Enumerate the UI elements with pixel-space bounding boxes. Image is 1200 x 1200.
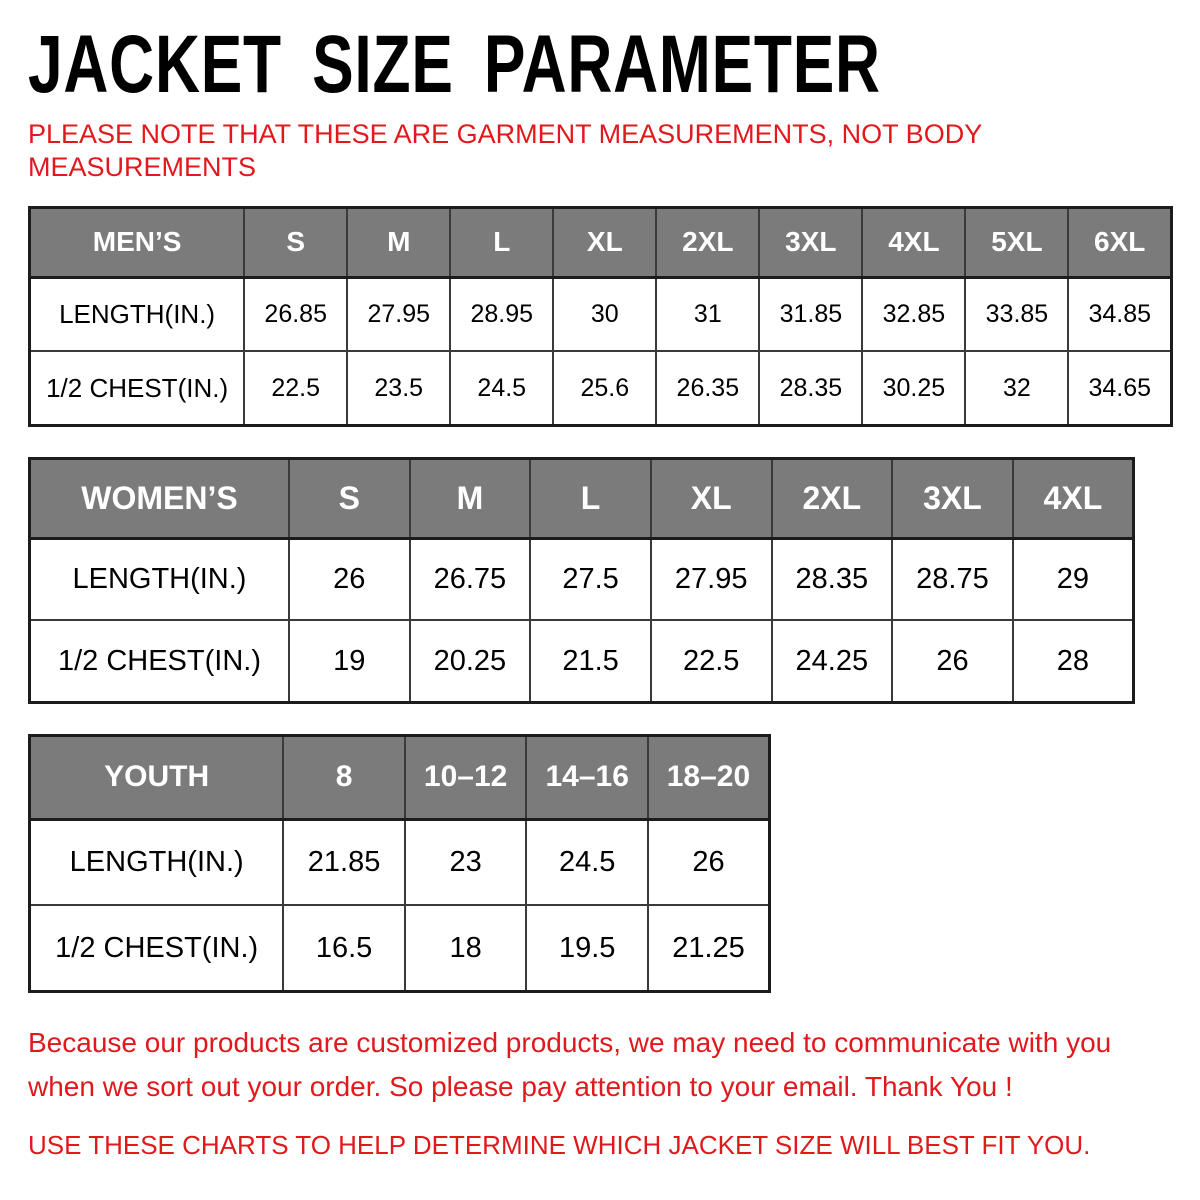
order-note-line-1: Because our products are customized products, we may need to communicate with you bbox=[28, 1026, 1112, 1058]
mens-table-title: MEN’S bbox=[30, 207, 245, 277]
size-value-cell: 16.5 bbox=[283, 905, 405, 991]
womens-size-column-header: L bbox=[530, 458, 651, 538]
size-value-cell: 34.65 bbox=[1068, 351, 1171, 425]
mens-size-column-header: M bbox=[347, 207, 450, 277]
youth-size-column-header: 14–16 bbox=[526, 735, 648, 819]
size-value-cell: 31 bbox=[656, 277, 759, 351]
size-value-cell: 21.5 bbox=[530, 620, 651, 702]
size-value-cell: 24.5 bbox=[526, 819, 648, 905]
size-value-cell: 22.5 bbox=[244, 351, 347, 425]
mens-size-column-header: 5XL bbox=[965, 207, 1068, 277]
size-value-cell: 22.5 bbox=[651, 620, 772, 702]
womens-size-table-section bbox=[28, 457, 1172, 704]
youth-table-title: YOUTH bbox=[30, 735, 284, 819]
size-value-cell: 21.25 bbox=[648, 905, 770, 991]
womens-size-column-header: M bbox=[410, 458, 531, 538]
measurement-row-label: LENGTH(IN.) bbox=[30, 819, 284, 905]
size-value-cell: 29 bbox=[1013, 538, 1134, 620]
size-value-cell: 26 bbox=[648, 819, 770, 905]
womens-size-column-header: 3XL bbox=[892, 458, 1013, 538]
garment-note-line-1: PLEASE NOTE THAT THESE ARE GARMENT MEASUREMENTS, NOT BODY bbox=[28, 118, 983, 149]
garment-note-line-2: MEASUREMENTS bbox=[28, 151, 257, 182]
mens-size-table-section bbox=[28, 206, 1172, 427]
mens-size-column-header: L bbox=[450, 207, 553, 277]
size-value-cell: 18 bbox=[405, 905, 527, 991]
size-value-cell: 28.75 bbox=[892, 538, 1013, 620]
mens-size-column-header: 6XL bbox=[1068, 207, 1171, 277]
size-value-cell: 26 bbox=[892, 620, 1013, 702]
womens-size-column-header: S bbox=[289, 458, 410, 538]
womens-size-column-header: 4XL bbox=[1013, 458, 1134, 538]
size-value-cell: 23.5 bbox=[347, 351, 450, 425]
womens-size-column-header: 2XL bbox=[772, 458, 893, 538]
size-value-cell: 32.85 bbox=[862, 277, 965, 351]
size-value-cell: 21.85 bbox=[283, 819, 405, 905]
size-value-cell: 19 bbox=[289, 620, 410, 702]
womens-table-title: WOMEN’S bbox=[30, 458, 289, 538]
page-title: JACKET SIZE PARAMETER bbox=[28, 19, 881, 110]
size-value-cell: 30.25 bbox=[862, 351, 965, 425]
mens-size-column-header: XL bbox=[553, 207, 656, 277]
size-value-cell: 24.25 bbox=[772, 620, 893, 702]
measurement-row-label: 1/2 CHEST(IN.) bbox=[30, 620, 289, 702]
size-value-cell: 23 bbox=[405, 819, 527, 905]
size-value-cell: 26.75 bbox=[410, 538, 531, 620]
size-value-cell: 27.5 bbox=[530, 538, 651, 620]
womens-size-column-header: XL bbox=[651, 458, 772, 538]
youth-size-column-header: 8 bbox=[283, 735, 405, 819]
size-value-cell: 26.85 bbox=[244, 277, 347, 351]
mens-size-column-header: S bbox=[244, 207, 347, 277]
size-value-cell: 28.95 bbox=[450, 277, 553, 351]
size-value-cell: 27.95 bbox=[347, 277, 450, 351]
size-value-cell: 25.6 bbox=[553, 351, 656, 425]
size-value-cell: 26 bbox=[289, 538, 410, 620]
mens-size-column-header: 3XL bbox=[759, 207, 862, 277]
size-value-cell: 31.85 bbox=[759, 277, 862, 351]
size-value-cell: 24.5 bbox=[450, 351, 553, 425]
size-value-cell: 33.85 bbox=[965, 277, 1068, 351]
size-value-cell: 28.35 bbox=[772, 538, 893, 620]
size-value-cell: 27.95 bbox=[651, 538, 772, 620]
size-value-cell: 28.35 bbox=[759, 351, 862, 425]
youth-size-table bbox=[28, 734, 771, 993]
size-value-cell: 28 bbox=[1013, 620, 1134, 702]
size-value-cell: 20.25 bbox=[410, 620, 531, 702]
youth-size-table-section bbox=[28, 734, 1172, 993]
measurement-row-label: LENGTH(IN.) bbox=[30, 277, 245, 351]
garment-measurement-note bbox=[28, 118, 1172, 184]
custom-order-note bbox=[28, 1021, 1172, 1109]
mens-size-column-header: 2XL bbox=[656, 207, 759, 277]
measurement-row-label: 1/2 CHEST(IN.) bbox=[30, 351, 245, 425]
size-value-cell: 34.85 bbox=[1068, 277, 1171, 351]
youth-size-column-header: 18–20 bbox=[648, 735, 770, 819]
size-value-cell: 32 bbox=[965, 351, 1068, 425]
measurement-row-label: LENGTH(IN.) bbox=[30, 538, 289, 620]
mens-size-table bbox=[28, 206, 1173, 427]
measurement-row-label: 1/2 CHEST(IN.) bbox=[30, 905, 284, 991]
order-note-line-2: when we sort out your order. So please pay attention to your email. Thank You ! bbox=[28, 1070, 1013, 1102]
size-value-cell: 19.5 bbox=[526, 905, 648, 991]
fit-advice-note: USE THESE CHARTS TO HELP DETERMINE WHICH JACKET SIZE WILL BEST FIT YOU. bbox=[28, 1129, 1091, 1160]
womens-size-table bbox=[28, 457, 1135, 704]
mens-size-column-header: 4XL bbox=[862, 207, 965, 277]
youth-size-column-header: 10–12 bbox=[405, 735, 527, 819]
size-value-cell: 30 bbox=[553, 277, 656, 351]
size-value-cell: 26.35 bbox=[656, 351, 759, 425]
